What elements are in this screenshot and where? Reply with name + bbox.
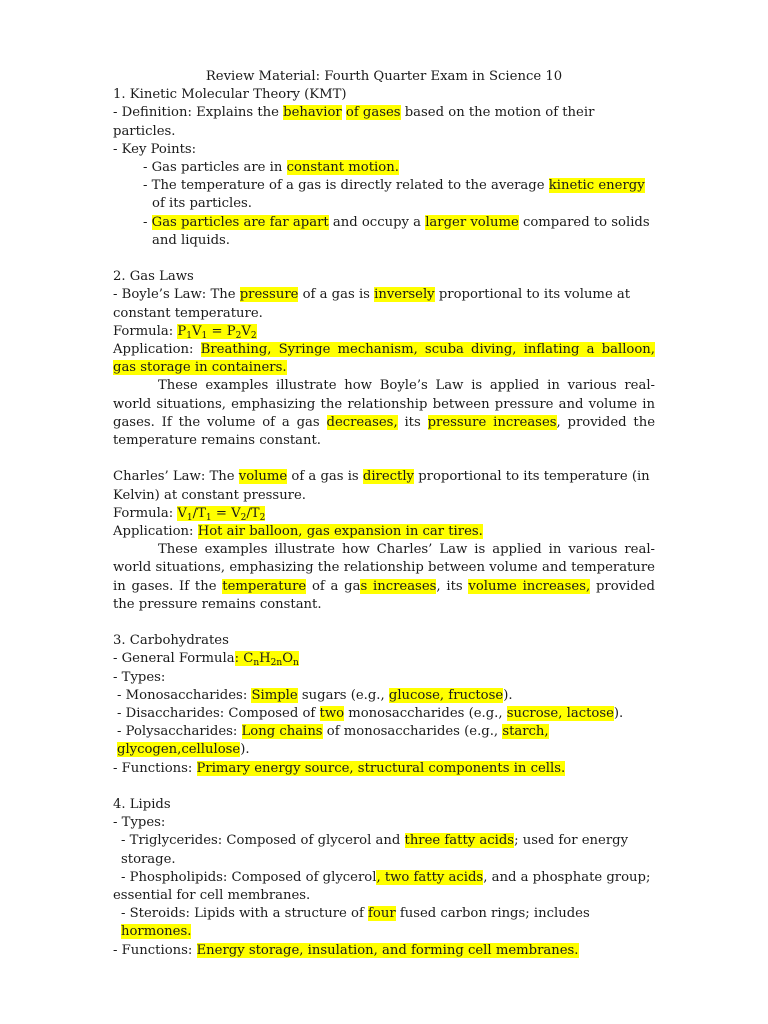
page-title: Review Material: Fourth Quarter Exam in Science 10 (205, 69, 563, 84)
kmt-point-2: - The temperature of a gas is directly related to the average kinetic energy of its particles. (143, 178, 645, 212)
highlight: constant motion. (286, 160, 399, 176)
document-page (113, 68, 655, 960)
kmt-point-1: - Gas particles are in constant motion. (143, 160, 399, 176)
boyles-law-formula: Formula: $P_1V_1 = P_2V_2$ (113, 323, 257, 341)
highlight: , two fatty acids (376, 869, 484, 885)
kmt-heading: 1. Kinetic Molecular Theory (KMT) (113, 87, 347, 103)
gas-laws-heading: 2. Gas Laws (113, 269, 194, 285)
highlight: Gas particles are far apart (151, 214, 329, 230)
highlight: Energy storage, insulation, and forming cell membranes. (196, 942, 579, 958)
highlight: glucose, fructose (388, 687, 504, 703)
highlight: s increases (360, 578, 437, 594)
lipids-types-label: - Types: (113, 815, 166, 831)
kmt-keypoints-label: - Key Points: (113, 141, 197, 157)
highlight: : $C_nH_{2n}O_n$ (234, 651, 299, 669)
lipids-heading: 4. Lipids (113, 797, 171, 813)
boyles-law-explanation: These examples illustrate how Boyle’s Law is applied in various real-world situations, emphasizing the relationship between pressure and volume in gases. If the volume of a gas decreases, its pressure increases, provided the temperature remains constant. (113, 378, 656, 449)
highlight: three fatty acids (404, 833, 515, 849)
disaccharides-item: - Disaccharides: Composed of two monosaccharides (e.g., sucrose, lactose). (117, 706, 624, 722)
highlight: Breathing, Syringe mechanism, scuba diving, inflating a balloon, gas storage in containers. (113, 342, 655, 376)
triglycerides-item: - Triglycerides: Composed of glycerol and three fatty acids; used for energy storage. (121, 833, 629, 867)
highlight: behavior (283, 105, 342, 121)
highlight: decreases, (326, 414, 398, 430)
charles-law-application: Application: Hot air balloon, gas expansion in car tires. (113, 524, 483, 540)
steroids-item: - Steroids: Lipids with a structure of four fused carbon rings; includes hormones. (121, 906, 590, 940)
highlight: kinetic energy (548, 178, 645, 194)
highlight: Simple (251, 687, 298, 703)
highlight: volume (238, 469, 288, 485)
highlight: inversely (374, 287, 435, 303)
highlight: pressure increases (427, 414, 557, 430)
charles-law-explanation: These examples illustrate how Charles’ Law is applied in various real-world situations, emphasizing the relationship between volume and temperature in gases. If the temperature of a gas increases, its volume increases, provided the pressure remains constant. (113, 542, 655, 612)
highlight: pressure (239, 287, 299, 303)
monosaccharides-item: - Monosaccharides: Simple sugars (e.g., glucose, fructose). (117, 687, 513, 703)
carbohydrates-functions: - Functions: Primary energy source, structural components in cells. (113, 760, 566, 776)
highlight: sucrose, lactose (506, 706, 614, 722)
phospholipids-item: - Phospholipids: Composed of glycerol, two fatty acids, and a phosphate group; essential for cell membranes. (113, 869, 651, 904)
highlight: $P_1V_1 = P_2V_2$ (177, 323, 257, 341)
kmt-point-3: - Gas particles are far apart and occupy a larger volume compared to solids and liquids. (143, 214, 650, 248)
kmt-definition: - Definition: Explains the behavior of gases based on the motion of their particles. (113, 105, 595, 139)
highlight: Primary energy source, structural components in cells. (196, 760, 566, 776)
highlight: starch, glycogen,cellulose (117, 724, 549, 758)
highlight: two (319, 706, 345, 722)
highlight: $V_1/T_1 = V_2/T_2$ (177, 505, 266, 523)
polysaccharides-item: - Polysaccharides: Long chains of monosaccharides (e.g., starch, glycogen,cellulose). (117, 724, 549, 758)
highlight: temperature (222, 578, 307, 594)
carbohydrates-types-label: - Types: (113, 669, 166, 685)
highlight: of gases (345, 105, 401, 121)
highlight: Long chains (241, 724, 323, 740)
lipids-functions: - Functions: Energy storage, insulation, and forming cell membranes. (113, 942, 579, 958)
boyles-law-application: Application: Breathing, Syringe mechanism, scuba diving, inflating a balloon, gas storage in containers. (113, 342, 655, 376)
carbohydrates-heading: 3. Carbohydrates (113, 633, 229, 649)
highlight: four (368, 906, 396, 922)
charles-law-definition: Charles’ Law: The volume of a gas is directly proportional to its temperature (in Kelvin) at constant pressure. (113, 469, 650, 503)
general-formula: - General Formula: $C_nH_{2n}O_n$ (113, 651, 299, 669)
highlight: hormones. (121, 924, 192, 940)
highlight: Hot air balloon, gas expansion in car tires. (197, 524, 483, 540)
charles-law-formula: Formula: $V_1/T_1 = V_2/T_2$ (113, 505, 266, 523)
boyles-law-definition: - Boyle’s Law: The pressure of a gas is inversely proportional to its volume at constant temperature. (113, 287, 631, 321)
highlight: larger volume (425, 214, 519, 230)
highlight: volume increases, (468, 578, 591, 594)
highlight: directly (362, 469, 415, 485)
